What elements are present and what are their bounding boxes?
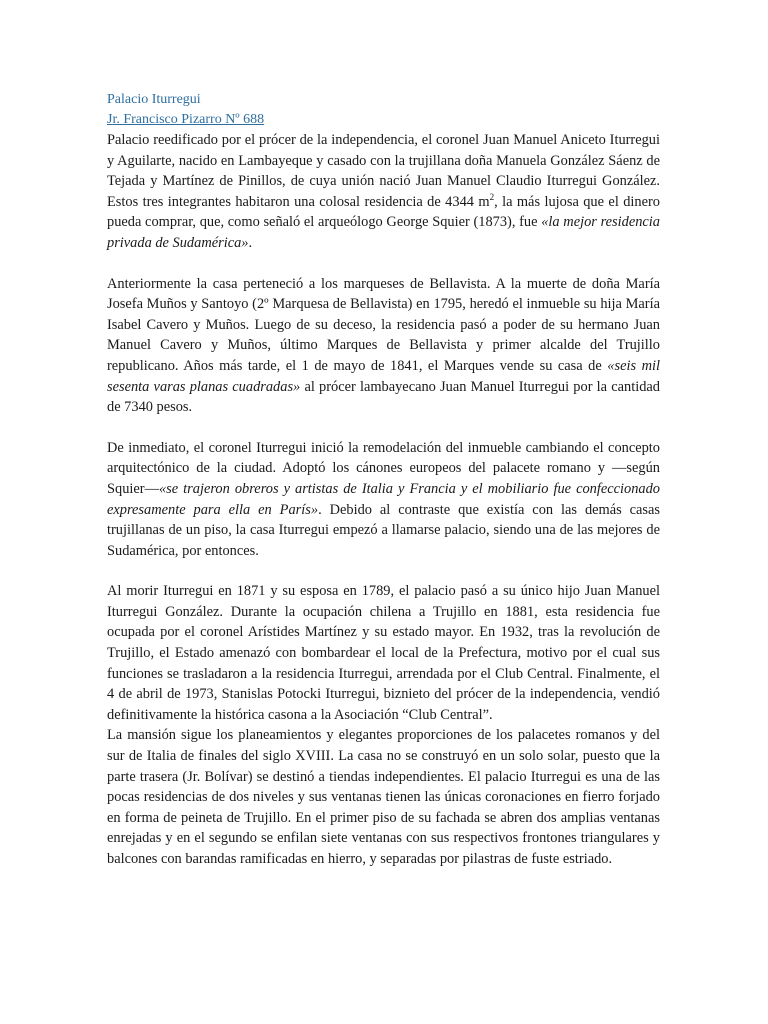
document-title: Palacio Iturregui [107,92,201,107]
square-meter-superscript: 2 [489,191,495,202]
artisans-quote: «se trajeron obreros y artistas de Italia y Francia y el mobiliario fue confeccionado expresamente para ella en París» [107,480,660,518]
paragraph-ownership: Al morir Iturregui en 1871 y su esposa en 1789, el palacio pasó a su único hijo Juan Manuel Iturregui González. Durante la ocupación chilena a Trujillo en 1881, esta residencia fue ocupada por el coronel Arístides Martínez y su estado mayor. En 1932, tras la revolución de Trujillo, el Estado amenazó con bombardear el local de la Prefectura, motivo por el cual sus funciones se trasladaron a la residencia Iturregui, arrendada por el Club Central. Finalmente, el 4 de abril de 1973, Stanislas Potocki Iturregui, biznieto del prócer de la independencia, vendió definitivamente la histórica casona a la Asociación “Club Central”. [107,583,660,723]
paragraph-architecture: La mansión sigue los planeamientos y elegantes proporciones de los palacetes romanos y del sur de Italia de finales del siglo XVIII. La casa no se construyó en un solo solar, puesto que la parte trasera (Jr. Bolívar) se destinó a tiendas independientes. El palacio Iturregui es una de las pocas residencias de dos niveles y sus ventanas tienen las únicas coronaciones en fierro forjado en forma de peineta de Trujillo. En el primer piso de su fachada se abren dos amplias ventanas enrejadas y en el segundo se enfilan siete ventanas con sus respectivos frontones triangulares y balcones con barandas ramificadas en hierro, y separadas por pilastras de fuste estriado. [107,727,660,867]
paragraph-history [107,274,660,418]
paragraph-history-text-b: al prócer lambayecano Juan Manuel Iturregui por la cantidad de 7340 pesos. [107,378,660,416]
paragraph-remodel-text-b: . Debido al contraste que existía con las demás casas trujillanas de un piso, la casa Iturregui empezó a llamarse palacio, siendo una de las mejores de Sudamérica, por entonces. [107,501,661,559]
paragraph-intro-text-b: , la más lujosa que el dinero pueda comprar, que, como señaló el arqueólogo George Squier (1873), fue [107,193,660,231]
paragraph-intro [107,130,660,254]
document-page [107,90,660,870]
paragraph-remodel-text-a: De inmediato, el coronel Iturregui inició la remodelación del inmueble cambiando el concepto arquitectónico de la ciudad. Adoptó los cánones europeos del palacete romano y —según Squier— [107,439,660,497]
paragraph-history-text-a: Anteriormente la casa perteneció a los marqueses de Bellavista. A la muerte de doña María Josefa Muños y Santoyo (2º Marquesa de Bellavista) en 1795, heredó el inmueble su hija María Isabel Cavero y Muños. Luego de su deceso, la residencia pasó a poder de su hermano Juan Manuel Cavero y Muños, último Marques de Bellavista y primer alcalde del Trujillo republicano. Años más tarde, el 1 de mayo de 1841, el Marques vende su casa de [107,275,660,374]
squier-quote: «la mejor residencia privada de Sudamérica» [107,214,660,251]
address-link[interactable]: Jr. Francisco Pizarro Nº 688 [107,112,265,127]
land-measure-quote: «seis mil sesenta varas planas cuadradas» [107,357,660,395]
paragraph-remodel [107,438,660,562]
paragraph-intro-text-c: . [248,234,253,251]
paragraph-intro-text-a: Palacio reedificado por el prócer de la independencia, el coronel Juan Manuel Aniceto Iturregui y Aguilarte, nacido en Lambayeque y casado con la trujillana doña Manuela González Sáenz de Tejada y Martínez de Pinillos, de cuya unión nació Juan Manuel Claudio Iturregui González. Estos tres integrantes habitaron una colosal residencia de 4344 m [107,132,660,210]
